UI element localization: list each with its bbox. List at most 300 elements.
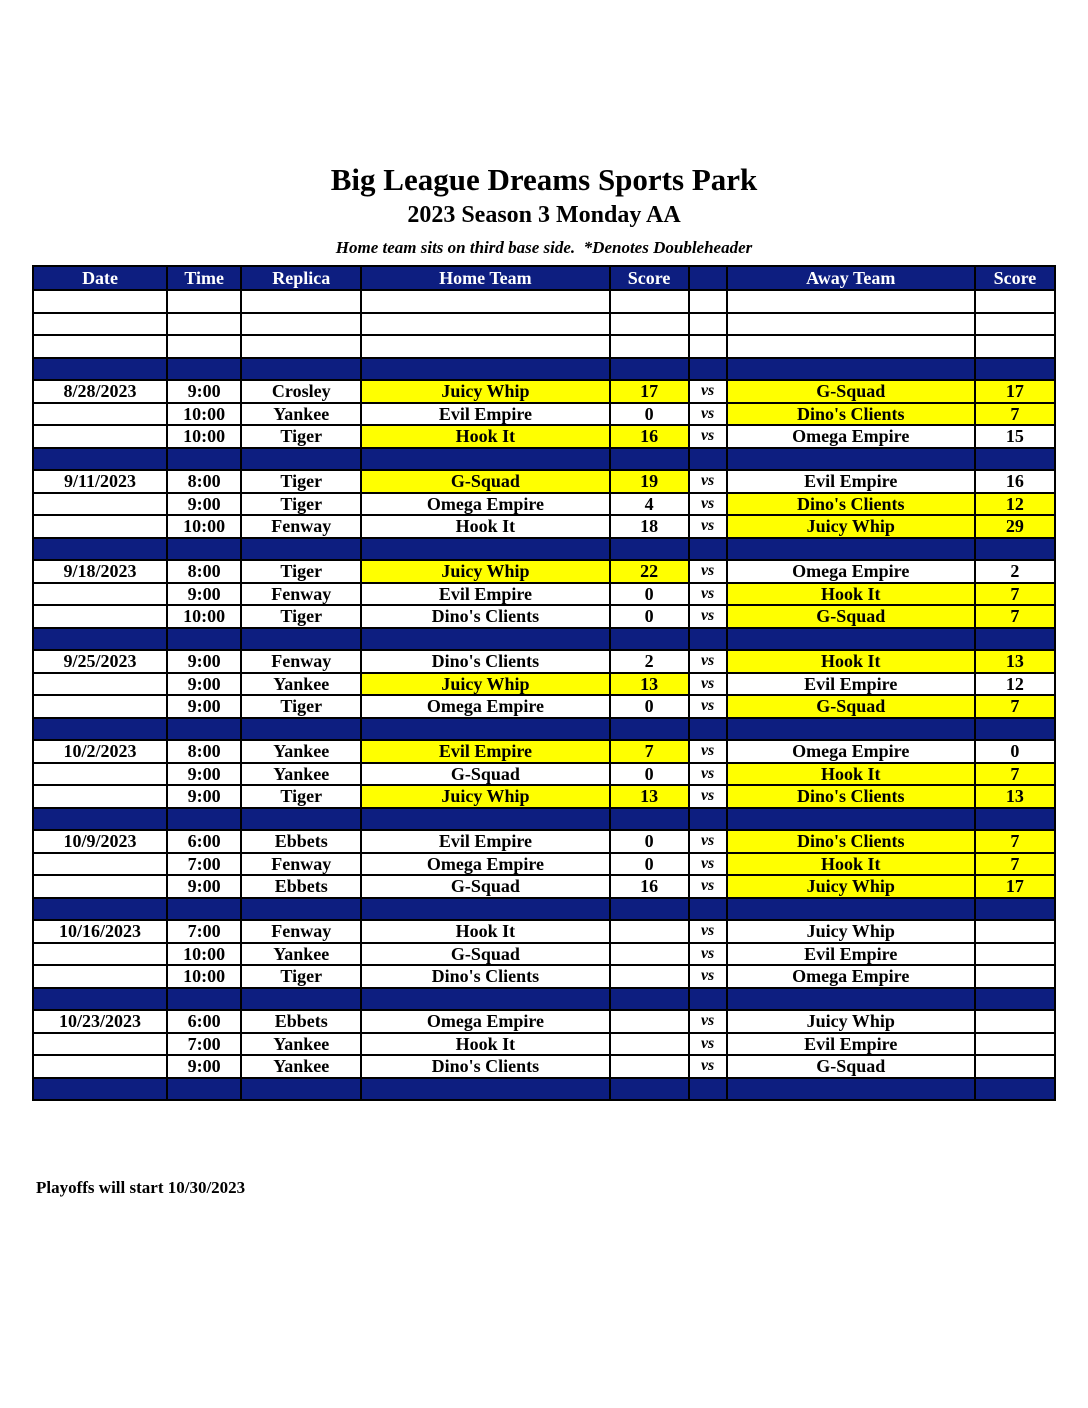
away-team: G-Squad	[727, 380, 975, 403]
separator-cell	[33, 808, 167, 831]
separator-cell	[975, 628, 1055, 651]
home-team: Hook It	[361, 920, 609, 943]
versus-label: vs	[689, 1010, 727, 1033]
away-score: 12	[975, 673, 1055, 696]
separator-row	[33, 448, 1055, 471]
game-date: 8/28/2023	[33, 380, 167, 403]
separator-cell	[610, 988, 689, 1011]
game-row	[33, 763, 1055, 786]
game-time: 9:00	[167, 785, 241, 808]
separator-cell	[33, 358, 167, 381]
home-score	[610, 1033, 689, 1056]
game-date	[33, 785, 167, 808]
home-team: G-Squad	[361, 943, 609, 966]
away-score: 17	[975, 380, 1055, 403]
column-header-away-team: Away Team	[727, 266, 975, 290]
away-score	[975, 943, 1055, 966]
game-time: 7:00	[167, 853, 241, 876]
separator-cell	[167, 628, 241, 651]
separator-cell	[689, 988, 727, 1011]
separator-cell	[610, 1078, 689, 1101]
blank-cell	[361, 335, 609, 358]
separator-cell	[689, 718, 727, 741]
versus-label: vs	[689, 943, 727, 966]
home-team: G-Squad	[361, 763, 609, 786]
away-score	[975, 920, 1055, 943]
home-score: 0	[610, 830, 689, 853]
game-replica: Tiger	[241, 785, 361, 808]
game-row	[33, 650, 1055, 673]
game-date: 9/25/2023	[33, 650, 167, 673]
separator-cell	[167, 898, 241, 921]
separator-cell	[727, 988, 975, 1011]
game-replica: Fenway	[241, 650, 361, 673]
separator-cell	[241, 898, 361, 921]
home-score: 0	[610, 583, 689, 606]
game-replica: Tiger	[241, 605, 361, 628]
away-team: G-Squad	[727, 605, 975, 628]
home-score: 13	[610, 785, 689, 808]
home-score: 7	[610, 740, 689, 763]
separator-cell	[361, 718, 609, 741]
separator-cell	[727, 538, 975, 561]
separator-cell	[361, 628, 609, 651]
game-date	[33, 965, 167, 988]
separator-cell	[33, 988, 167, 1011]
separator-cell	[689, 448, 727, 471]
home-team: Hook It	[361, 515, 609, 538]
versus-label: vs	[689, 470, 727, 493]
home-team: Dino's Clients	[361, 965, 609, 988]
blank-row	[33, 335, 1055, 358]
versus-label: vs	[689, 1055, 727, 1078]
home-team: Omega Empire	[361, 695, 609, 718]
blank-cell	[33, 313, 167, 336]
away-team: Hook It	[727, 650, 975, 673]
separator-row	[33, 538, 1055, 561]
versus-label: vs	[689, 695, 727, 718]
separator-cell	[975, 538, 1055, 561]
separator-cell	[975, 808, 1055, 831]
home-team: Omega Empire	[361, 853, 609, 876]
game-date: 10/16/2023	[33, 920, 167, 943]
game-time: 10:00	[167, 515, 241, 538]
home-team: Juicy Whip	[361, 785, 609, 808]
home-team: Evil Empire	[361, 403, 609, 426]
game-date	[33, 1055, 167, 1078]
separator-cell	[241, 718, 361, 741]
separator-cell	[975, 898, 1055, 921]
away-score: 7	[975, 403, 1055, 426]
away-score	[975, 965, 1055, 988]
home-score	[610, 943, 689, 966]
away-score: 7	[975, 695, 1055, 718]
column-header-away-score: Score	[975, 266, 1055, 290]
versus-label: vs	[689, 830, 727, 853]
separator-cell	[361, 988, 609, 1011]
away-team: Evil Empire	[727, 943, 975, 966]
column-header-vs	[689, 266, 727, 290]
home-score: 16	[610, 875, 689, 898]
blank-cell	[975, 313, 1055, 336]
separator-cell	[361, 898, 609, 921]
column-header-home-score: Score	[610, 266, 689, 290]
versus-label: vs	[689, 515, 727, 538]
home-team: G-Squad	[361, 470, 609, 493]
home-score: 2	[610, 650, 689, 673]
separator-cell	[361, 358, 609, 381]
separator-cell	[975, 718, 1055, 741]
game-row	[33, 493, 1055, 516]
versus-label: vs	[689, 380, 727, 403]
home-team: Dino's Clients	[361, 650, 609, 673]
blank-row	[33, 313, 1055, 336]
game-date	[33, 583, 167, 606]
away-score	[975, 1033, 1055, 1056]
versus-label: vs	[689, 785, 727, 808]
home-score: 17	[610, 380, 689, 403]
game-date: 9/11/2023	[33, 470, 167, 493]
game-date	[33, 695, 167, 718]
separator-cell	[610, 718, 689, 741]
game-time: 8:00	[167, 740, 241, 763]
game-time: 10:00	[167, 965, 241, 988]
away-team: Hook It	[727, 583, 975, 606]
away-score	[975, 1055, 1055, 1078]
home-team: Juicy Whip	[361, 673, 609, 696]
away-team: Dino's Clients	[727, 403, 975, 426]
game-time: 9:00	[167, 650, 241, 673]
game-time: 10:00	[167, 605, 241, 628]
blank-cell	[167, 335, 241, 358]
game-row	[33, 785, 1055, 808]
game-time: 9:00	[167, 1055, 241, 1078]
separator-row	[33, 358, 1055, 381]
versus-label: vs	[689, 605, 727, 628]
separator-cell	[361, 1078, 609, 1101]
away-score: 13	[975, 785, 1055, 808]
home-score: 16	[610, 425, 689, 448]
versus-label: vs	[689, 403, 727, 426]
game-date	[33, 493, 167, 516]
separator-cell	[167, 718, 241, 741]
away-score: 7	[975, 830, 1055, 853]
versus-label: vs	[689, 875, 727, 898]
game-replica: Fenway	[241, 583, 361, 606]
page-title: Big League Dreams Sports Park	[330, 162, 758, 197]
blank-cell	[241, 335, 361, 358]
separator-cell	[33, 448, 167, 471]
game-time: 6:00	[167, 1010, 241, 1033]
versus-label: vs	[689, 740, 727, 763]
home-score	[610, 1055, 689, 1078]
game-date: 10/23/2023	[33, 1010, 167, 1033]
game-row	[33, 965, 1055, 988]
game-time: 8:00	[167, 470, 241, 493]
game-time: 9:00	[167, 875, 241, 898]
game-replica: Tiger	[241, 470, 361, 493]
away-team: Juicy Whip	[727, 875, 975, 898]
away-team: Dino's Clients	[727, 493, 975, 516]
separator-cell	[610, 808, 689, 831]
game-time: 10:00	[167, 403, 241, 426]
separator-cell	[689, 1078, 727, 1101]
column-header-home-team: Home Team	[361, 266, 609, 290]
separator-cell	[241, 448, 361, 471]
game-row	[33, 515, 1055, 538]
game-date	[33, 943, 167, 966]
game-time: 9:00	[167, 673, 241, 696]
versus-label: vs	[689, 493, 727, 516]
game-replica: Tiger	[241, 493, 361, 516]
home-team: Juicy Whip	[361, 380, 609, 403]
separator-cell	[167, 1078, 241, 1101]
game-time: 10:00	[167, 943, 241, 966]
home-score	[610, 1010, 689, 1033]
home-team: Hook It	[361, 1033, 609, 1056]
separator-cell	[975, 1078, 1055, 1101]
separator-cell	[727, 808, 975, 831]
separator-cell	[241, 808, 361, 831]
game-row	[33, 875, 1055, 898]
game-replica: Ebbets	[241, 1010, 361, 1033]
separator-cell	[33, 538, 167, 561]
away-score: 29	[975, 515, 1055, 538]
header-row	[33, 266, 1055, 290]
away-score: 0	[975, 740, 1055, 763]
game-row	[33, 560, 1055, 583]
game-row	[33, 583, 1055, 606]
home-score: 0	[610, 695, 689, 718]
game-date	[33, 425, 167, 448]
game-time: 7:00	[167, 920, 241, 943]
away-team: Evil Empire	[727, 673, 975, 696]
away-team: Hook It	[727, 853, 975, 876]
game-replica: Yankee	[241, 740, 361, 763]
game-date: 10/2/2023	[33, 740, 167, 763]
game-replica: Ebbets	[241, 830, 361, 853]
game-date	[33, 673, 167, 696]
versus-label: vs	[689, 1033, 727, 1056]
blank-cell	[727, 335, 975, 358]
blank-cell	[689, 335, 727, 358]
game-time: 6:00	[167, 830, 241, 853]
game-replica: Tiger	[241, 425, 361, 448]
versus-label: vs	[689, 965, 727, 988]
blank-cell	[167, 313, 241, 336]
versus-label: vs	[689, 650, 727, 673]
game-row	[33, 943, 1055, 966]
away-score: 7	[975, 763, 1055, 786]
schedule-body	[33, 290, 1055, 1100]
separator-cell	[167, 538, 241, 561]
game-time: 8:00	[167, 560, 241, 583]
separator-cell	[689, 358, 727, 381]
game-replica: Yankee	[241, 673, 361, 696]
blank-cell	[975, 335, 1055, 358]
column-header-date: Date	[33, 266, 167, 290]
separator-cell	[727, 1078, 975, 1101]
separator-cell	[33, 628, 167, 651]
separator-cell	[975, 448, 1055, 471]
versus-label: vs	[689, 673, 727, 696]
home-team: Evil Empire	[361, 830, 609, 853]
versus-label: vs	[689, 853, 727, 876]
separator-cell	[689, 628, 727, 651]
away-team: Omega Empire	[727, 425, 975, 448]
game-time: 9:00	[167, 493, 241, 516]
home-score	[610, 920, 689, 943]
page-subtitle: 2023 Season 3 Monday AA	[407, 202, 681, 228]
home-score: 0	[610, 853, 689, 876]
away-score: 7	[975, 853, 1055, 876]
away-score: 7	[975, 605, 1055, 628]
away-score: 7	[975, 583, 1055, 606]
separator-row	[33, 1078, 1055, 1101]
separator-cell	[975, 358, 1055, 381]
separator-cell	[241, 358, 361, 381]
game-row	[33, 920, 1055, 943]
game-replica: Fenway	[241, 853, 361, 876]
blank-cell	[689, 313, 727, 336]
separator-cell	[689, 808, 727, 831]
versus-label: vs	[689, 763, 727, 786]
away-team: Dino's Clients	[727, 785, 975, 808]
separator-cell	[241, 538, 361, 561]
separator-cell	[610, 448, 689, 471]
game-row	[33, 1033, 1055, 1056]
game-row	[33, 830, 1055, 853]
game-row	[33, 1055, 1055, 1078]
separator-cell	[361, 538, 609, 561]
home-team: Juicy Whip	[361, 560, 609, 583]
game-replica: Crosley	[241, 380, 361, 403]
versus-label: vs	[689, 583, 727, 606]
game-date: 10/9/2023	[33, 830, 167, 853]
separator-cell	[727, 358, 975, 381]
home-team: Dino's Clients	[361, 1055, 609, 1078]
game-time: 9:00	[167, 695, 241, 718]
blank-row	[33, 290, 1055, 313]
home-score: 18	[610, 515, 689, 538]
game-replica: Yankee	[241, 943, 361, 966]
game-replica: Yankee	[241, 1033, 361, 1056]
separator-row	[33, 808, 1055, 831]
away-score	[975, 1010, 1055, 1033]
blank-cell	[361, 290, 609, 313]
game-row	[33, 605, 1055, 628]
blank-cell	[610, 313, 689, 336]
game-replica: Fenway	[241, 515, 361, 538]
blank-cell	[610, 335, 689, 358]
game-replica: Yankee	[241, 1055, 361, 1078]
away-team: Omega Empire	[727, 965, 975, 988]
blank-cell	[689, 290, 727, 313]
game-replica: Yankee	[241, 403, 361, 426]
game-replica: Tiger	[241, 965, 361, 988]
separator-cell	[727, 898, 975, 921]
home-team: G-Squad	[361, 875, 609, 898]
separator-cell	[689, 538, 727, 561]
separator-cell	[33, 898, 167, 921]
home-score: 19	[610, 470, 689, 493]
blank-cell	[241, 290, 361, 313]
game-row	[33, 673, 1055, 696]
separator-cell	[167, 808, 241, 831]
away-score: 12	[975, 493, 1055, 516]
game-date	[33, 605, 167, 628]
game-date	[33, 1033, 167, 1056]
game-date	[33, 875, 167, 898]
separator-cell	[241, 1078, 361, 1101]
separator-row	[33, 718, 1055, 741]
playoffs-note: Playoffs will start 10/30/2023	[36, 1178, 246, 1197]
versus-label: vs	[689, 920, 727, 943]
separator-cell	[167, 988, 241, 1011]
game-row	[33, 853, 1055, 876]
away-score: 15	[975, 425, 1055, 448]
home-score: 0	[610, 403, 689, 426]
away-score: 13	[975, 650, 1055, 673]
separator-cell	[610, 628, 689, 651]
away-team: Evil Empire	[727, 1033, 975, 1056]
versus-label: vs	[689, 425, 727, 448]
separator-cell	[241, 988, 361, 1011]
away-team: Dino's Clients	[727, 830, 975, 853]
game-time: 9:00	[167, 380, 241, 403]
separator-cell	[610, 538, 689, 561]
home-team: Omega Empire	[361, 493, 609, 516]
separator-cell	[361, 808, 609, 831]
game-date	[33, 403, 167, 426]
schedule-table	[32, 265, 1056, 1101]
separator-cell	[167, 448, 241, 471]
blank-cell	[167, 290, 241, 313]
away-team: Omega Empire	[727, 560, 975, 583]
separator-cell	[975, 988, 1055, 1011]
blank-cell	[610, 290, 689, 313]
away-team: Juicy Whip	[727, 1010, 975, 1033]
game-replica: Fenway	[241, 920, 361, 943]
separator-row	[33, 898, 1055, 921]
away-score: 16	[975, 470, 1055, 493]
home-team: Evil Empire	[361, 583, 609, 606]
away-team: Hook It	[727, 763, 975, 786]
home-team: Hook It	[361, 425, 609, 448]
game-date: 9/18/2023	[33, 560, 167, 583]
game-row	[33, 380, 1055, 403]
separator-cell	[727, 718, 975, 741]
versus-label: vs	[689, 560, 727, 583]
home-team: Evil Empire	[361, 740, 609, 763]
game-time: 9:00	[167, 763, 241, 786]
away-score: 17	[975, 875, 1055, 898]
home-score: 0	[610, 605, 689, 628]
home-score	[610, 965, 689, 988]
game-replica: Tiger	[241, 695, 361, 718]
away-team: Juicy Whip	[727, 920, 975, 943]
game-date	[33, 763, 167, 786]
column-header-replica: Replica	[241, 266, 361, 290]
separator-cell	[361, 448, 609, 471]
away-team: Juicy Whip	[727, 515, 975, 538]
separator-cell	[33, 718, 167, 741]
game-replica: Tiger	[241, 560, 361, 583]
home-score: 22	[610, 560, 689, 583]
blank-cell	[33, 290, 167, 313]
separator-cell	[727, 448, 975, 471]
game-date	[33, 853, 167, 876]
